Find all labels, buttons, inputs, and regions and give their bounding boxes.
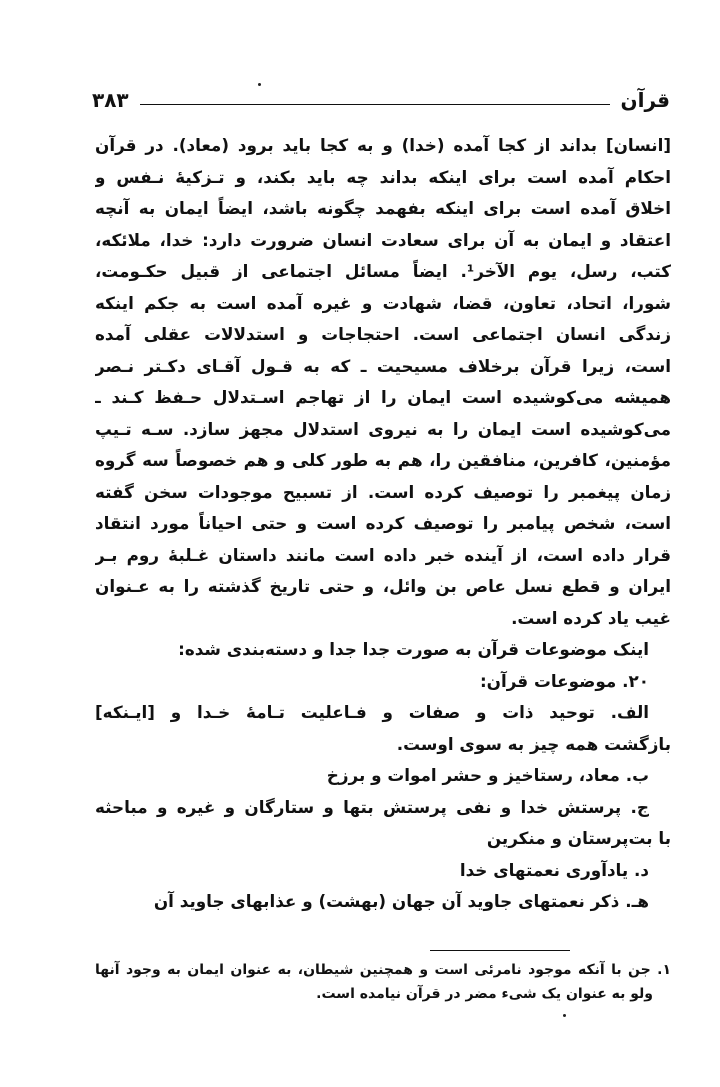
print-speck	[563, 1014, 566, 1017]
list-item-alef-cont: بازگشت همه چیز به سوی اوست.	[396, 733, 671, 754]
footnote-line: ولو به عنوان یک شیء مضر در قرآن نیامده است.	[316, 986, 653, 1002]
footnote	[95, 958, 671, 1006]
text-line: است، زیرا قرآن برخلاف مسیحیت ـ که به قـول آقـای دکـتر نـصر	[95, 355, 671, 376]
footnote-rule	[430, 950, 570, 951]
topics-intro: اینک موضوعات قرآن به صورت جدا جدا و دسته‌بندی شده:	[178, 639, 649, 659]
running-header	[92, 84, 670, 120]
footnote-line: ۱. جن با آنکه موجود نامرئی است و همچنین شیطان، به عنوان ایمان به وجود آنها	[95, 962, 671, 978]
text-line: غیب یاد کرده است.	[511, 607, 671, 628]
text-line: ایران و قطع نسل عاص بن وائل، و حتی تاریخ گذشته را به عـنوان	[95, 576, 671, 596]
text-line: همیشه می‌کوشیده است ایمان را از تهاجم اسـتدلال حـفظ کـند ـ	[95, 387, 671, 407]
body-text	[95, 130, 671, 918]
text-line: است، شخص پیامبر را توصیف کرده است و حتی احیاناً مورد انتقاد	[95, 513, 671, 533]
header-rule	[140, 104, 610, 105]
text-line: شورا، اتحاد، تعاون، قضا، شهادت و غیره آمده است به جکم اینکه	[95, 292, 671, 313]
list-item-dal: د. یادآوری نعمتهای خدا	[459, 859, 649, 880]
text-line: کتب، رسل، یوم الآخر¹. ایضاً مسائل اجتماعی از قبیل حکـومت،	[95, 261, 671, 281]
text-line: اخلاق آمده است برای اینکه بفهمد چگونه باشد، ایضاً ایمان به آنچه	[95, 198, 671, 218]
text-line: می‌کوشیده است ایمان را به نیروی استدلال مجهز سازد. سـه تـیپ	[95, 418, 671, 439]
header-title: قرآن	[620, 88, 670, 112]
text-line: قرار داده است، از آینده خبر داده است مانند داستان غـلبهٔ روم بـر	[95, 544, 671, 565]
text-line: [انسان] بداند از کجا آمده (خدا) و به کجا باید برود (معاد). در قرآن	[95, 135, 671, 155]
list-item-alef: الف. توحید ذات و صفات و فـاعلیت تـامهٔ خـدا و [ایـنکه]	[95, 702, 649, 722]
text-line: احکام آمده است برای اینکه بداند چه باید بکند، و تـزکیهٔ نـفس و	[95, 166, 671, 187]
list-item-he: هـ. ذکر نعمتهای جاوید آن جهان (بهشت) و عذابهای جاوید آن	[153, 891, 649, 911]
list-item-jim: ج. پرستش خدا و نفی پرستش بتها و ستارگان و غیره و مباحثه	[95, 796, 649, 817]
page-number: ۳۸۳	[92, 88, 129, 112]
text-line: زمان پیغمبر را توصیف کرده است. از تسبیح موجودات سخن گفته	[95, 481, 671, 502]
section-heading: ۲۰. موضوعات قرآن:	[479, 670, 649, 691]
list-item-be: ب. معاد، رستاخیز و حشر اموات و برزخ	[326, 765, 649, 785]
text-line: زندگی انسان اجتماعی است. احتجاجات و استدلالات عقلی آمده	[95, 324, 671, 344]
text-line: اعتقاد و ایمان به آن برای سعادت انسان ضرورت دارد: خدا، ملائکه،	[95, 229, 671, 250]
list-item-jim-cont: با بت‌پرستان و منکرین	[486, 828, 671, 848]
text-line: مؤمنین، کافرین، منافقین را، هم به طور کلی و هم خصوصاً سه گروه	[95, 450, 671, 470]
